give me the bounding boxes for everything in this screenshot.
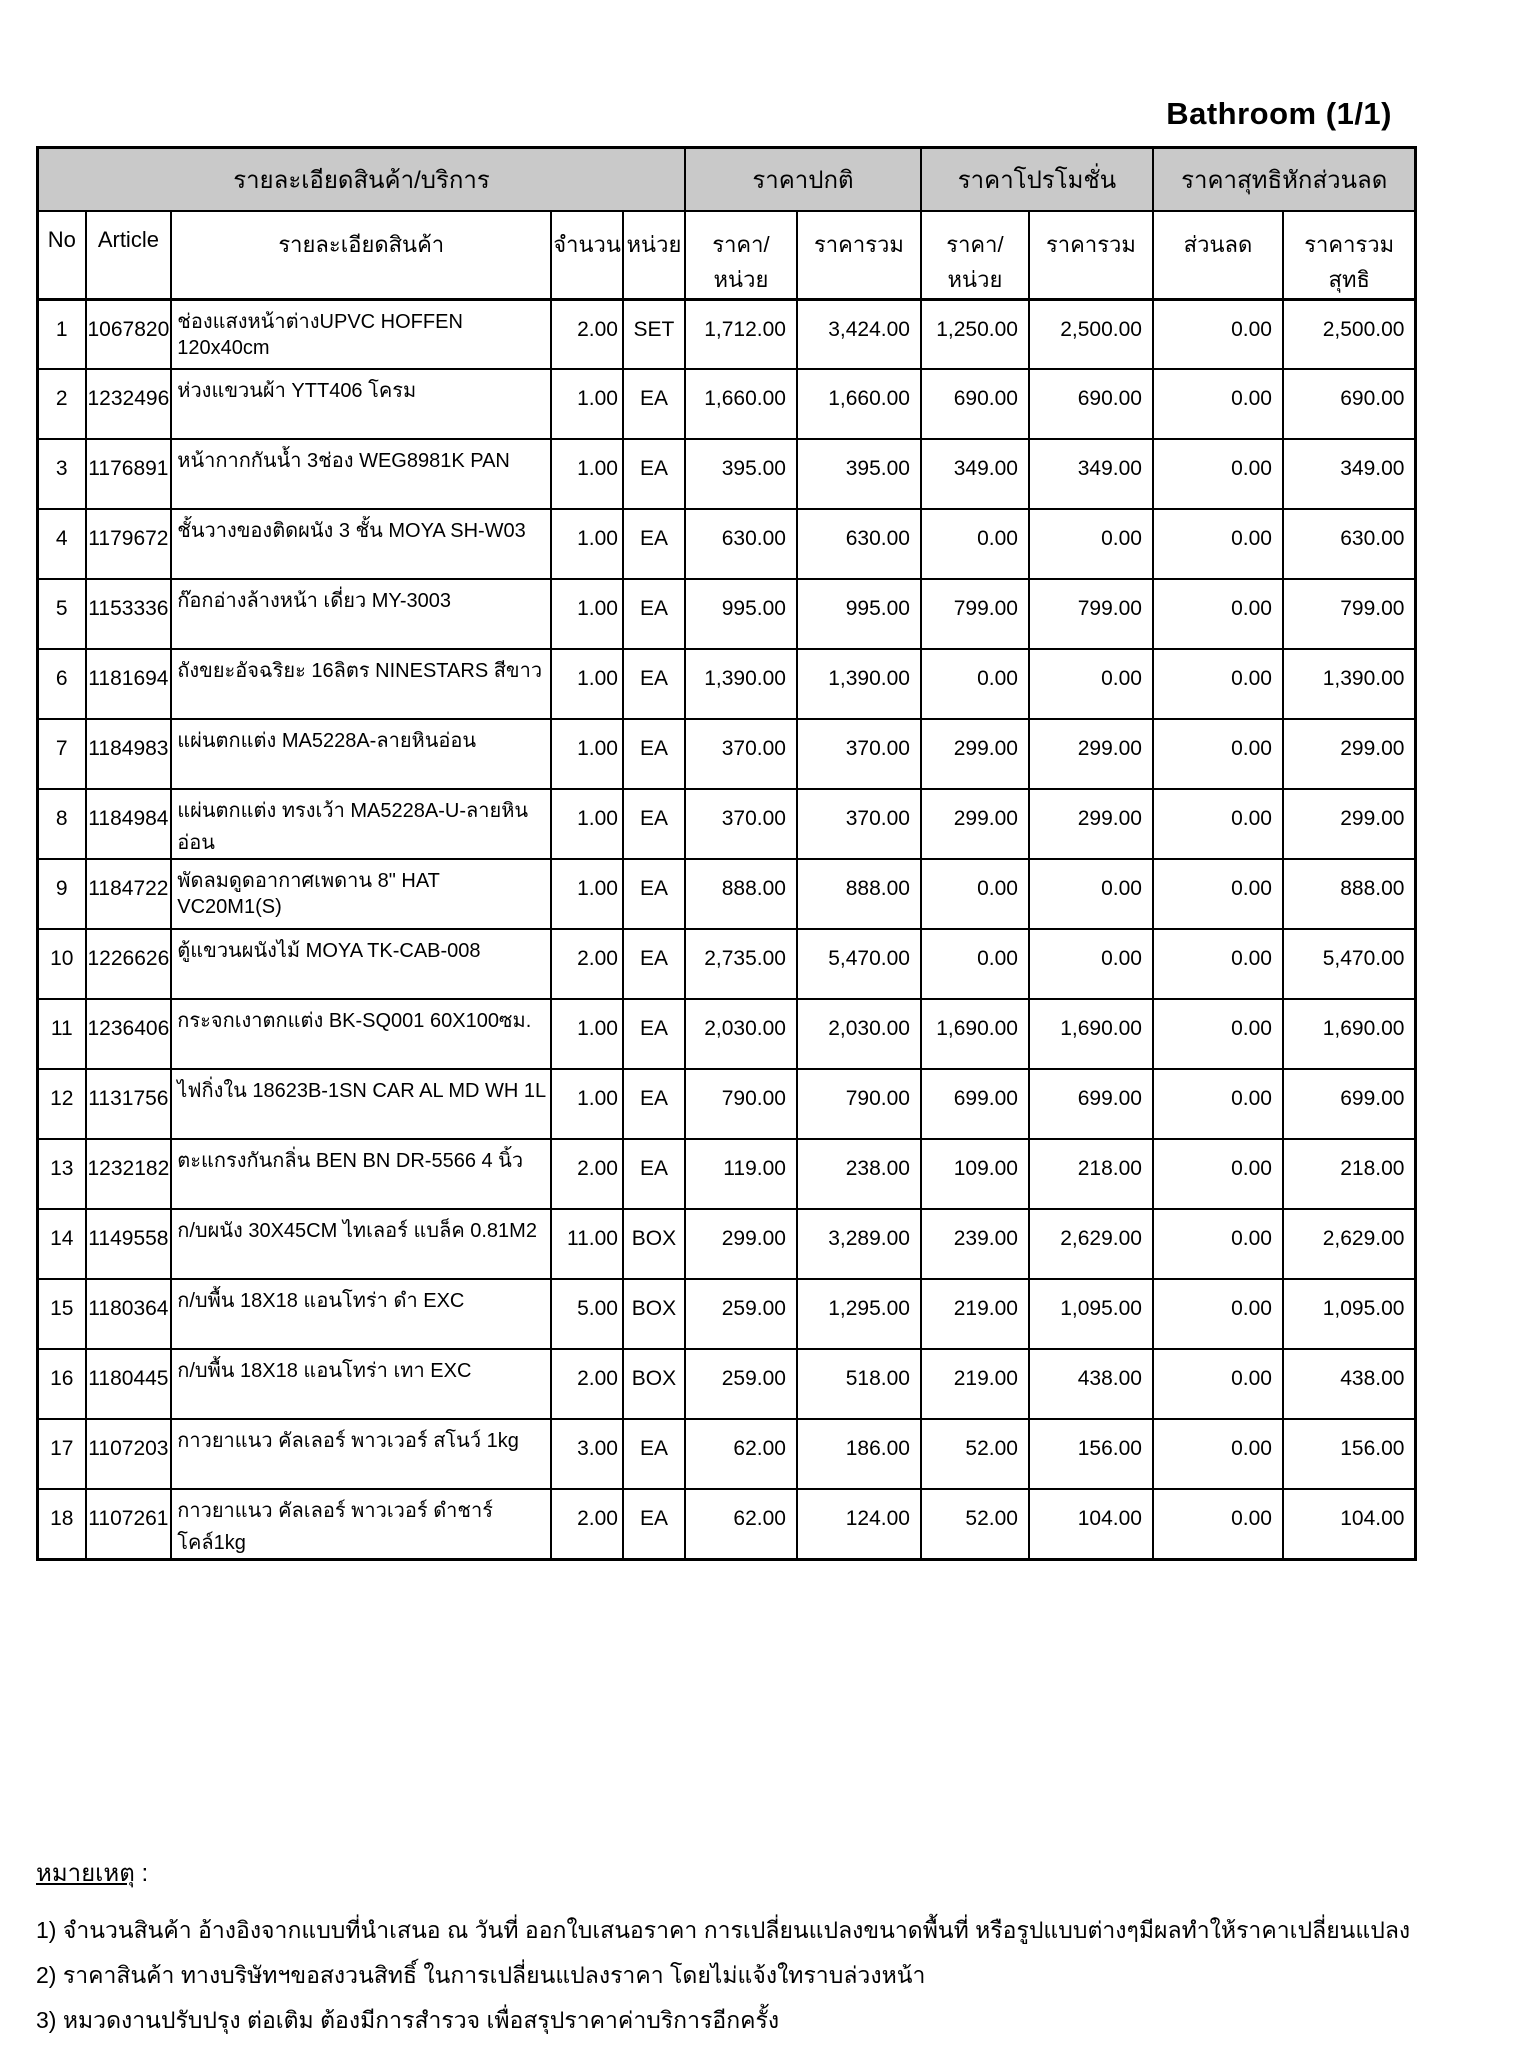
cell-normal-total: 995.00 bbox=[797, 579, 921, 649]
cell-discount: 0.00 bbox=[1153, 1489, 1283, 1560]
cell-promo-unit-price: 219.00 bbox=[921, 1349, 1029, 1419]
cell-promo-total: 299.00 bbox=[1029, 789, 1153, 859]
cell-description: ไฟกิ่งใน 18623B-1SN CAR AL MD WH 1L bbox=[171, 1069, 551, 1139]
cell-normal-unit-price: 2,735.00 bbox=[685, 929, 797, 999]
cell-description: ตู้แขวนผนังไม้ MOYA TK-CAB-008 bbox=[171, 929, 551, 999]
cell-qty: 2.00 bbox=[551, 1349, 623, 1419]
cell-no: 16 bbox=[38, 1349, 86, 1419]
note-line-2: 2) ราคาสินค้า ทางบริษัทฯขอสงวนสิทธิ์ ในการเปลี่ยนแปลงราคา โดยไม่แจ้งใทราบล่วงหน้า bbox=[36, 1962, 926, 1988]
table-row bbox=[38, 999, 1416, 1069]
cell-discount: 0.00 bbox=[1153, 1419, 1283, 1489]
cell-article: 1181694 bbox=[86, 649, 172, 719]
cell-promo-unit-price: 1,690.00 bbox=[921, 999, 1029, 1069]
notes-heading-colon: : bbox=[134, 1860, 149, 1887]
cell-promo-total: 699.00 bbox=[1029, 1069, 1153, 1139]
cell-qty: 2.00 bbox=[551, 929, 623, 999]
page-title-number: (1/1) bbox=[1325, 96, 1392, 131]
cell-normal-unit-price: 630.00 bbox=[685, 509, 797, 579]
cell-unit: EA bbox=[623, 999, 685, 1069]
cell-qty: 1.00 bbox=[551, 369, 623, 439]
table-row bbox=[38, 929, 1416, 999]
cell-net-total: 1,390.00 bbox=[1283, 649, 1416, 719]
cell-normal-unit-price: 259.00 bbox=[685, 1349, 797, 1419]
cell-unit: EA bbox=[623, 1419, 685, 1489]
table-row bbox=[38, 1069, 1416, 1139]
cell-promo-total: 104.00 bbox=[1029, 1489, 1153, 1560]
cell-normal-total: 888.00 bbox=[797, 859, 921, 929]
cell-unit: EA bbox=[623, 719, 685, 789]
table-row bbox=[38, 369, 1416, 439]
cell-qty: 5.00 bbox=[551, 1279, 623, 1349]
cell-normal-total: 3,424.00 bbox=[797, 299, 921, 369]
cell-description: แผ่นตกแต่ง MA5228A-ลายหินอ่อน bbox=[171, 719, 551, 789]
cell-qty: 1.00 bbox=[551, 579, 623, 649]
cell-description: ชั้นวางของติดผนัง 3 ชั้น MOYA SH-W03 bbox=[171, 509, 551, 579]
cell-article: 1149558 bbox=[86, 1209, 172, 1279]
cell-unit: BOX bbox=[623, 1279, 685, 1349]
cell-net-total: 156.00 bbox=[1283, 1419, 1416, 1489]
table-row bbox=[38, 579, 1416, 649]
cell-description: ก/บพื้น 18X18 แอนโทร่า เทา EXC bbox=[171, 1349, 551, 1419]
cell-qty: 1.00 bbox=[551, 649, 623, 719]
cell-discount: 0.00 bbox=[1153, 1069, 1283, 1139]
cell-no: 8 bbox=[38, 789, 86, 859]
cell-promo-unit-price: 299.00 bbox=[921, 789, 1029, 859]
cell-promo-unit-price: 799.00 bbox=[921, 579, 1029, 649]
cell-no: 6 bbox=[38, 649, 86, 719]
table-row bbox=[38, 859, 1416, 929]
cell-promo-total: 0.00 bbox=[1029, 649, 1153, 719]
cell-article: 1180364 bbox=[86, 1279, 172, 1349]
cell-normal-unit-price: 1,660.00 bbox=[685, 369, 797, 439]
column-header-normal-unit-price: ราคา/หน่วย bbox=[685, 211, 797, 300]
document-page bbox=[0, 96, 1536, 2043]
cell-qty: 1.00 bbox=[551, 509, 623, 579]
group-header-row bbox=[38, 148, 1416, 211]
cell-unit: EA bbox=[623, 369, 685, 439]
cell-normal-total: 1,390.00 bbox=[797, 649, 921, 719]
cell-promo-total: 799.00 bbox=[1029, 579, 1153, 649]
cell-unit: BOX bbox=[623, 1209, 685, 1279]
cell-no: 11 bbox=[38, 999, 86, 1069]
cell-description: แผ่นตกแต่ง ทรงเว้า MA5228A-U-ลายหินอ่อน bbox=[171, 789, 551, 859]
cell-qty: 11.00 bbox=[551, 1209, 623, 1279]
cell-article: 1236406 bbox=[86, 999, 172, 1069]
cell-description: กาวยาแนว คัลเลอร์ พาวเวอร์ สโนว์ 1kg bbox=[171, 1419, 551, 1489]
cell-article: 1180445 bbox=[86, 1349, 172, 1419]
cell-net-total: 5,470.00 bbox=[1283, 929, 1416, 999]
cell-unit: EA bbox=[623, 929, 685, 999]
page-title bbox=[36, 96, 1438, 132]
cell-discount: 0.00 bbox=[1153, 719, 1283, 789]
cell-normal-total: 790.00 bbox=[797, 1069, 921, 1139]
cell-promo-total: 1,095.00 bbox=[1029, 1279, 1153, 1349]
cell-no: 7 bbox=[38, 719, 86, 789]
cell-net-total: 888.00 bbox=[1283, 859, 1416, 929]
cell-promo-unit-price: 690.00 bbox=[921, 369, 1029, 439]
group-header-0: รายละเอียดสินค้า/บริการ bbox=[38, 148, 685, 211]
cell-article: 1184984 bbox=[86, 789, 172, 859]
cell-no: 1 bbox=[38, 299, 86, 369]
cell-article: 1184722 bbox=[86, 859, 172, 929]
cell-no: 5 bbox=[38, 579, 86, 649]
cell-discount: 0.00 bbox=[1153, 929, 1283, 999]
table-row bbox=[38, 1139, 1416, 1209]
cell-net-total: 799.00 bbox=[1283, 579, 1416, 649]
cell-promo-unit-price: 299.00 bbox=[921, 719, 1029, 789]
cell-promo-unit-price: 109.00 bbox=[921, 1139, 1029, 1209]
cell-description: พัดลมดูดอากาศเพดาน 8" HAT VC20M1(S) bbox=[171, 859, 551, 929]
cell-no: 15 bbox=[38, 1279, 86, 1349]
table-row bbox=[38, 1419, 1416, 1489]
cell-discount: 0.00 bbox=[1153, 859, 1283, 929]
cell-no: 18 bbox=[38, 1489, 86, 1560]
cell-net-total: 349.00 bbox=[1283, 439, 1416, 509]
cell-normal-total: 186.00 bbox=[797, 1419, 921, 1489]
cell-article: 1232496 bbox=[86, 369, 172, 439]
notes-heading-text: หมายเหตุ bbox=[36, 1860, 135, 1887]
table-row bbox=[38, 439, 1416, 509]
cell-discount: 0.00 bbox=[1153, 789, 1283, 859]
cell-unit: EA bbox=[623, 439, 685, 509]
cell-description: ช่องแสงหน้าต่างUPVC HOFFEN 120x40cm bbox=[171, 299, 551, 369]
column-header-net-total: ราคารวมสุทธิ bbox=[1283, 211, 1416, 300]
cell-unit: EA bbox=[623, 579, 685, 649]
cell-promo-total: 156.00 bbox=[1029, 1419, 1153, 1489]
cell-promo-unit-price: 219.00 bbox=[921, 1279, 1029, 1349]
cell-promo-total: 0.00 bbox=[1029, 929, 1153, 999]
cell-no: 14 bbox=[38, 1209, 86, 1279]
cell-net-total: 690.00 bbox=[1283, 369, 1416, 439]
cell-normal-total: 1,295.00 bbox=[797, 1279, 921, 1349]
cell-normal-total: 2,030.00 bbox=[797, 999, 921, 1069]
table-row bbox=[38, 1209, 1416, 1279]
cell-description: กระจกเงาตกแต่ง BK-SQ001 60X100ซม. bbox=[171, 999, 551, 1069]
cell-discount: 0.00 bbox=[1153, 1209, 1283, 1279]
cell-unit: EA bbox=[623, 859, 685, 929]
group-header-3: ราคาสุทธิหักส่วนลด bbox=[1153, 148, 1416, 211]
cell-qty: 1.00 bbox=[551, 719, 623, 789]
cell-discount: 0.00 bbox=[1153, 1349, 1283, 1419]
table-row bbox=[38, 649, 1416, 719]
cell-unit: SET bbox=[623, 299, 685, 369]
cell-no: 10 bbox=[38, 929, 86, 999]
cell-normal-unit-price: 62.00 bbox=[685, 1489, 797, 1560]
cell-discount: 0.00 bbox=[1153, 509, 1283, 579]
cell-discount: 0.00 bbox=[1153, 439, 1283, 509]
cell-normal-total: 5,470.00 bbox=[797, 929, 921, 999]
cell-promo-total: 0.00 bbox=[1029, 509, 1153, 579]
cell-promo-total: 299.00 bbox=[1029, 719, 1153, 789]
table-row bbox=[38, 1349, 1416, 1419]
cell-normal-total: 630.00 bbox=[797, 509, 921, 579]
cell-net-total: 218.00 bbox=[1283, 1139, 1416, 1209]
cell-unit: EA bbox=[623, 649, 685, 719]
cell-normal-total: 395.00 bbox=[797, 439, 921, 509]
cell-qty: 2.00 bbox=[551, 1139, 623, 1209]
cell-promo-total: 690.00 bbox=[1029, 369, 1153, 439]
cell-description: กาวยาแนว คัลเลอร์ พาวเวอร์ ดำชาร์โคล์1kg bbox=[171, 1489, 551, 1560]
cell-net-total: 299.00 bbox=[1283, 789, 1416, 859]
cell-article: 1184983 bbox=[86, 719, 172, 789]
cell-promo-unit-price: 52.00 bbox=[921, 1419, 1029, 1489]
cell-discount: 0.00 bbox=[1153, 649, 1283, 719]
cell-no: 13 bbox=[38, 1139, 86, 1209]
cell-net-total: 630.00 bbox=[1283, 509, 1416, 579]
cell-discount: 0.00 bbox=[1153, 299, 1283, 369]
cell-description: หน้ากากกันน้ำ 3ช่อง WEG8981K PAN bbox=[171, 439, 551, 509]
cell-normal-total: 370.00 bbox=[797, 789, 921, 859]
column-header-promo-unit-price: ราคา/หน่วย bbox=[921, 211, 1029, 300]
cell-article: 1153336 bbox=[86, 579, 172, 649]
column-header-no: No bbox=[38, 211, 86, 300]
cell-article: 1176891 bbox=[86, 439, 172, 509]
cell-discount: 0.00 bbox=[1153, 1279, 1283, 1349]
cell-net-total: 2,629.00 bbox=[1283, 1209, 1416, 1279]
cell-normal-unit-price: 259.00 bbox=[685, 1279, 797, 1349]
cell-normal-total: 518.00 bbox=[797, 1349, 921, 1419]
table-row bbox=[38, 299, 1416, 369]
cell-discount: 0.00 bbox=[1153, 579, 1283, 649]
cell-description: ถังขยะอัจฉริยะ 16ลิตร NINESTARS สีขาว bbox=[171, 649, 551, 719]
note-line-3: 3) หมวดงานปรับปรุง ต่อเติม ต้องมีการสำรวจ เพื่อสรุปราคาค่าบริการอีกครั้ง bbox=[36, 2007, 780, 2033]
notes-heading bbox=[36, 1853, 1536, 1892]
cell-promo-total: 438.00 bbox=[1029, 1349, 1153, 1419]
cell-promo-total: 349.00 bbox=[1029, 439, 1153, 509]
cell-normal-total: 124.00 bbox=[797, 1489, 921, 1560]
cell-normal-total: 3,289.00 bbox=[797, 1209, 921, 1279]
note-line-1: 1) จำนวนสินค้า อ้างอิงจากแบบที่นำเสนอ ณ วันที่ ออกใบเสนอราคา การเปลี่ยนแปลงขนาดพื้นที่ หรือรูปแบบต่างๆมีผลทำให้ราคาเปลี่ยนแปลง bbox=[36, 1917, 1411, 1943]
cell-no: 12 bbox=[38, 1069, 86, 1139]
cell-qty: 1.00 bbox=[551, 439, 623, 509]
cell-normal-unit-price: 995.00 bbox=[685, 579, 797, 649]
cell-promo-total: 1,690.00 bbox=[1029, 999, 1153, 1069]
cell-qty: 2.00 bbox=[551, 299, 623, 369]
column-header-promo-total: ราคารวม bbox=[1029, 211, 1153, 300]
cell-promo-total: 0.00 bbox=[1029, 859, 1153, 929]
cell-promo-total: 218.00 bbox=[1029, 1139, 1153, 1209]
quotation-table bbox=[36, 146, 1417, 1561]
cell-normal-unit-price: 370.00 bbox=[685, 719, 797, 789]
page-title-product: Bathroom bbox=[1166, 96, 1317, 131]
cell-normal-total: 1,660.00 bbox=[797, 369, 921, 439]
cell-normal-unit-price: 370.00 bbox=[685, 789, 797, 859]
cell-article: 1131756 bbox=[86, 1069, 172, 1139]
table-row bbox=[38, 789, 1416, 859]
cell-net-total: 438.00 bbox=[1283, 1349, 1416, 1419]
cell-unit: EA bbox=[623, 789, 685, 859]
cell-unit: EA bbox=[623, 1069, 685, 1139]
cell-net-total: 1,690.00 bbox=[1283, 999, 1416, 1069]
cell-promo-unit-price: 0.00 bbox=[921, 509, 1029, 579]
cell-normal-unit-price: 1,390.00 bbox=[685, 649, 797, 719]
notes-list bbox=[36, 1908, 1536, 2043]
cell-article: 1067820 bbox=[86, 299, 172, 369]
notes-section bbox=[36, 1853, 1536, 2043]
cell-promo-unit-price: 1,250.00 bbox=[921, 299, 1029, 369]
cell-normal-unit-price: 790.00 bbox=[685, 1069, 797, 1139]
cell-qty: 1.00 bbox=[551, 1069, 623, 1139]
cell-unit: EA bbox=[623, 509, 685, 579]
cell-unit: EA bbox=[623, 1489, 685, 1560]
cell-promo-unit-price: 52.00 bbox=[921, 1489, 1029, 1560]
cell-article: 1232182 bbox=[86, 1139, 172, 1209]
cell-no: 3 bbox=[38, 439, 86, 509]
cell-promo-unit-price: 0.00 bbox=[921, 929, 1029, 999]
cell-discount: 0.00 bbox=[1153, 369, 1283, 439]
cell-promo-unit-price: 0.00 bbox=[921, 859, 1029, 929]
cell-qty: 1.00 bbox=[551, 999, 623, 1069]
cell-unit: BOX bbox=[623, 1349, 685, 1419]
cell-promo-unit-price: 0.00 bbox=[921, 649, 1029, 719]
cell-normal-total: 238.00 bbox=[797, 1139, 921, 1209]
cell-qty: 3.00 bbox=[551, 1419, 623, 1489]
cell-normal-unit-price: 888.00 bbox=[685, 859, 797, 929]
cell-unit: EA bbox=[623, 1139, 685, 1209]
cell-normal-unit-price: 62.00 bbox=[685, 1419, 797, 1489]
cell-no: 17 bbox=[38, 1419, 86, 1489]
cell-no: 2 bbox=[38, 369, 86, 439]
column-header-row bbox=[38, 211, 1416, 300]
cell-net-total: 699.00 bbox=[1283, 1069, 1416, 1139]
cell-description: ตะแกรงกันกลิ่น BEN BN DR-5566 4 นิ้ว bbox=[171, 1139, 551, 1209]
cell-description: ห่วงแขวนผ้า YTT406 โครม bbox=[171, 369, 551, 439]
cell-promo-total: 2,629.00 bbox=[1029, 1209, 1153, 1279]
cell-net-total: 299.00 bbox=[1283, 719, 1416, 789]
cell-description: ก/บผนัง 30X45CM ไทเลอร์ แบล็ค 0.81M2 bbox=[171, 1209, 551, 1279]
column-header-unit: หน่วย bbox=[623, 211, 685, 300]
cell-article: 1226626 bbox=[86, 929, 172, 999]
column-header-discount: ส่วนลด bbox=[1153, 211, 1283, 300]
cell-description: ก๊อกอ่างล้างหน้า เดี่ยว MY-3003 bbox=[171, 579, 551, 649]
column-header-description: รายละเอียดสินค้า bbox=[171, 211, 551, 300]
cell-qty: 1.00 bbox=[551, 859, 623, 929]
cell-normal-total: 370.00 bbox=[797, 719, 921, 789]
cell-article: 1179672 bbox=[86, 509, 172, 579]
cell-net-total: 2,500.00 bbox=[1283, 299, 1416, 369]
table-row bbox=[38, 1279, 1416, 1349]
cell-normal-unit-price: 2,030.00 bbox=[685, 999, 797, 1069]
cell-qty: 2.00 bbox=[551, 1489, 623, 1560]
cell-article: 1107261 bbox=[86, 1489, 172, 1560]
cell-discount: 0.00 bbox=[1153, 1139, 1283, 1209]
cell-qty: 1.00 bbox=[551, 789, 623, 859]
cell-discount: 0.00 bbox=[1153, 999, 1283, 1069]
cell-normal-unit-price: 299.00 bbox=[685, 1209, 797, 1279]
column-header-article: Article bbox=[86, 211, 172, 300]
group-header-2: ราคาโปรโมชั่น bbox=[921, 148, 1153, 211]
cell-no: 9 bbox=[38, 859, 86, 929]
table-row bbox=[38, 509, 1416, 579]
cell-promo-unit-price: 239.00 bbox=[921, 1209, 1029, 1279]
cell-normal-unit-price: 119.00 bbox=[685, 1139, 797, 1209]
cell-normal-unit-price: 395.00 bbox=[685, 439, 797, 509]
cell-normal-unit-price: 1,712.00 bbox=[685, 299, 797, 369]
cell-net-total: 104.00 bbox=[1283, 1489, 1416, 1560]
cell-article: 1107203 bbox=[86, 1419, 172, 1489]
cell-promo-unit-price: 349.00 bbox=[921, 439, 1029, 509]
cell-promo-total: 2,500.00 bbox=[1029, 299, 1153, 369]
cell-net-total: 1,095.00 bbox=[1283, 1279, 1416, 1349]
cell-promo-unit-price: 699.00 bbox=[921, 1069, 1029, 1139]
column-header-qty: จำนวน bbox=[551, 211, 623, 300]
table-row bbox=[38, 719, 1416, 789]
cell-description: ก/บพื้น 18X18 แอนโทร่า ดำ EXC bbox=[171, 1279, 551, 1349]
table-row bbox=[38, 1489, 1416, 1560]
group-header-1: ราคาปกติ bbox=[685, 148, 921, 211]
cell-no: 4 bbox=[38, 509, 86, 579]
column-header-normal-total: ราคารวม bbox=[797, 211, 921, 300]
